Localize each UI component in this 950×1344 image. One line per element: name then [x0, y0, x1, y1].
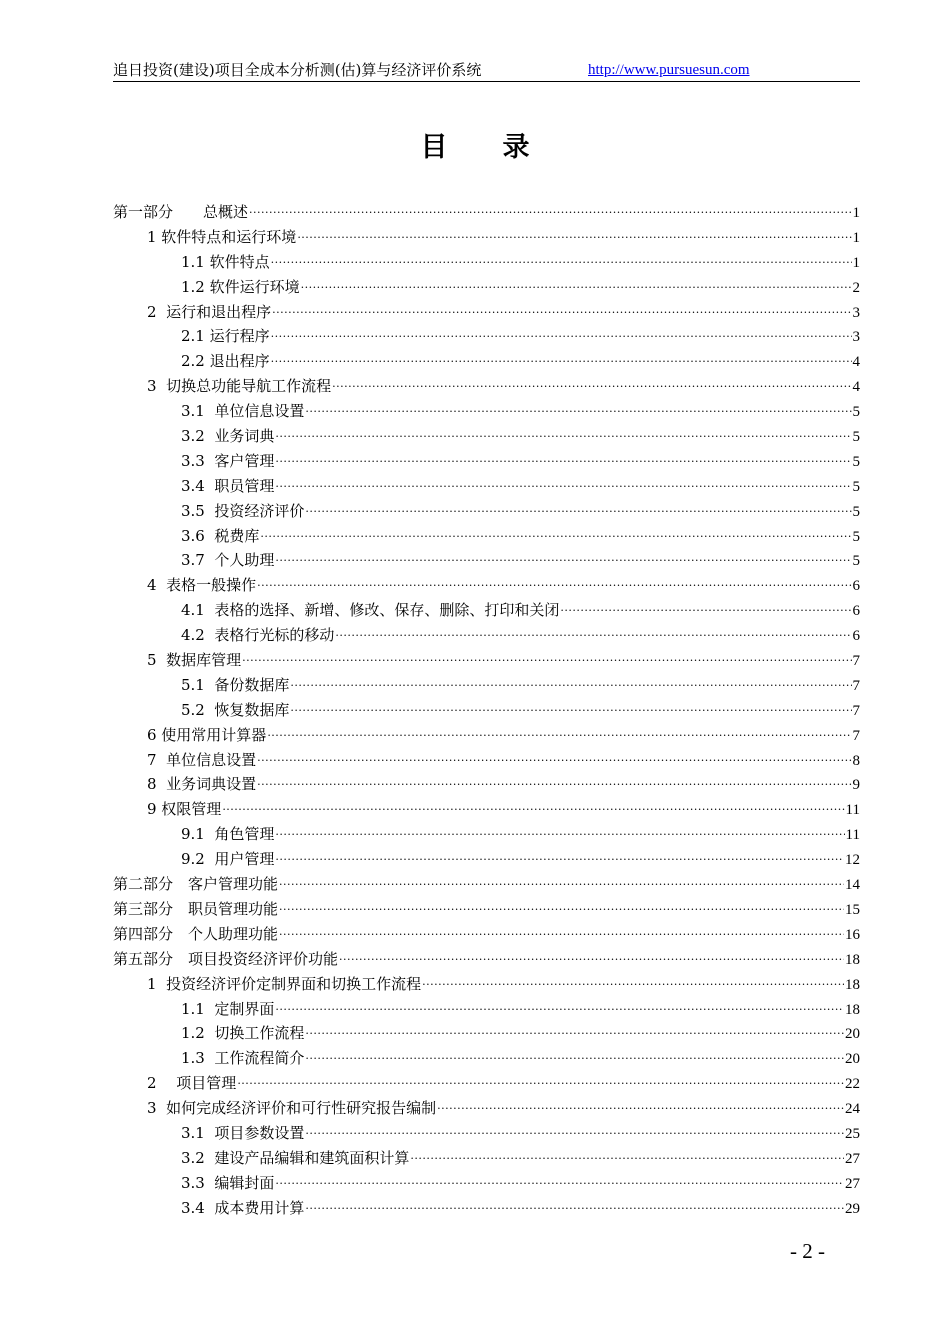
toc-entry-label: 3.1 项目参数设置: [181, 1123, 305, 1142]
toc-entry-label: 第四部分 个人助理功能: [113, 924, 279, 943]
toc-leader-dots: [271, 320, 852, 347]
toc-entry-label: 3.2 业务词典: [181, 427, 275, 446]
toc-entry-page: 6: [852, 578, 860, 595]
toc-entry-page: 27: [845, 1175, 860, 1192]
toc-entry-label: 4.1 表格的选择、新增、修改、保存、删除、打印和关闭: [181, 601, 560, 620]
toc-leader-dots: [275, 993, 844, 1020]
toc-entry-label: 3.6 税费库: [181, 526, 260, 545]
toc-entry-page: 1: [852, 229, 860, 246]
toc-leader-dots: [560, 594, 851, 621]
toc-entry-label: 2 运行和退出程序: [147, 302, 272, 321]
toc-entry-page: 18: [845, 1001, 860, 1018]
toc-leader-dots: [237, 1067, 844, 1094]
toc-entry-page: 5: [852, 553, 860, 570]
toc-entry-page: 6: [852, 628, 860, 645]
toc-entry[interactable]: [113, 1196, 860, 1221]
toc-leader-dots: [279, 868, 844, 895]
toc-leader-dots: [301, 271, 852, 298]
toc-entry-label: 5 数据库管理: [147, 651, 242, 670]
toc-entry-label: 1.1 定制界面: [181, 999, 275, 1018]
toc-entry-label: 第二部分 客户管理功能: [113, 875, 279, 894]
toc-entry-page: 27: [845, 1150, 860, 1167]
toc-entry-page: 20: [845, 1051, 860, 1068]
toc-leader-dots: [305, 395, 851, 422]
toc-entry-label: 3.5 投资经济评价: [181, 501, 305, 520]
toc-leader-dots: [305, 1042, 844, 1069]
toc-leader-dots: [272, 296, 851, 323]
toc-entry-page: 12: [845, 852, 860, 869]
toc-entry-label: 9.1 角色管理: [181, 825, 275, 844]
toc-entry-label: 1 投资经济评价定制界面和切换工作流程: [147, 974, 422, 993]
toc-entry-page: 7: [852, 727, 860, 744]
toc-entry-page: 18: [845, 976, 860, 993]
toc-leader-dots: [279, 893, 844, 920]
toc-entry-label: 3.3 客户管理: [181, 451, 275, 470]
toc-leader-dots: [275, 445, 851, 472]
toc-entry-page: 1: [852, 254, 860, 271]
toc-leader-dots: [410, 1142, 844, 1169]
toc-entry-label: 1.2 切换工作流程: [181, 1024, 305, 1043]
toc-leader-dots: [305, 1117, 844, 1144]
toc-entry-label: 3.4 成本费用计算: [181, 1198, 305, 1217]
toc-entry-page: 3: [852, 329, 860, 346]
toc-entry-page: 22: [845, 1076, 860, 1093]
toc-leader-dots: [222, 793, 844, 820]
toc-entry-label: 1.2 软件运行环境: [181, 277, 300, 296]
toc-entry-label: 5.2 恢复数据库: [181, 700, 290, 719]
page-header: [113, 60, 860, 82]
toc-leader-dots: [305, 1192, 844, 1219]
toc-entry-page: 25: [845, 1125, 860, 1142]
toc-leader-dots: [437, 1092, 844, 1119]
toc-entry-page: 11: [845, 827, 860, 844]
toc-leader-dots: [305, 1017, 844, 1044]
toc-entry-page: 14: [845, 877, 860, 894]
toc-entry-page: 5: [852, 453, 860, 470]
toc-entry-page: 18: [845, 951, 860, 968]
toc-entry-label: 3.3 编辑封面: [181, 1173, 275, 1192]
toc-entry-page: 29: [845, 1200, 860, 1217]
toc-entry-label: 第一部分 总概述: [113, 203, 249, 221]
toc-entry-label: 3.7 个人助理: [181, 551, 275, 570]
toc-leader-dots: [275, 1167, 844, 1194]
toc-entry-page: 9: [852, 777, 860, 794]
toc-entry-page: 7: [852, 677, 860, 694]
toc-entry-page: 6: [852, 603, 860, 620]
toc-entry-page: 5: [852, 503, 860, 520]
toc-leader-dots: [257, 744, 851, 771]
toc-entry-page: 20: [845, 1026, 860, 1043]
toc-entry-page: 5: [852, 429, 860, 446]
table-of-contents: [113, 200, 860, 1221]
toc-leader-dots: [271, 345, 852, 372]
toc-entry-label: 第三部分 职员管理功能: [113, 899, 279, 918]
toc-entry-label: 4.2 表格行光标的移动: [181, 626, 335, 645]
toc-leader-dots: [267, 719, 851, 746]
toc-entry-page: 4: [852, 354, 860, 371]
toc-entry-label: 3 如何完成经济评价和可行性研究报告编制: [147, 1099, 437, 1118]
toc-leader-dots: [275, 544, 851, 571]
toc-leader-dots: [257, 768, 851, 795]
toc-entry-label: 2.1 运行程序: [181, 327, 270, 346]
toc-entry-page: 3: [852, 304, 860, 321]
toc-entry-page: 7: [852, 702, 860, 719]
toc-entry-label: 1.1 软件特点: [181, 252, 270, 271]
toc-leader-dots: [271, 246, 852, 273]
toc-leader-dots: [290, 694, 851, 721]
toc-leader-dots: [249, 196, 851, 223]
toc-leader-dots: [290, 669, 851, 696]
toc-entry-label: 3.4 职员管理: [181, 476, 275, 495]
toc-entry-label: 3 切换总功能导航工作流程: [147, 377, 332, 396]
toc-entry-label: 9.2 用户管理: [181, 850, 275, 869]
toc-leader-dots: [260, 520, 851, 547]
toc-leader-dots: [422, 968, 844, 995]
toc-leader-dots: [275, 818, 844, 845]
page-title: 目录: [420, 132, 585, 163]
toc-leader-dots: [242, 644, 851, 671]
toc-entry-page: 7: [852, 653, 860, 670]
toc-leader-dots: [297, 221, 851, 248]
toc-entry-label: 2 项目管理: [147, 1074, 237, 1093]
toc-entry-label: 5.1 备份数据库: [181, 675, 290, 694]
toc-leader-dots: [332, 370, 851, 397]
toc-entry-label: 2.2 退出程序: [181, 352, 270, 371]
toc-entry-page: 8: [852, 752, 860, 769]
toc-entry-page: 5: [852, 528, 860, 545]
toc-entry-label: 8 业务词典设置: [147, 775, 257, 794]
toc-leader-dots: [257, 569, 851, 596]
toc-leader-dots: [275, 420, 851, 447]
toc-leader-dots: [275, 843, 844, 870]
toc-entry-page: 15: [845, 901, 860, 918]
toc-entry-page: 2: [852, 279, 860, 296]
toc-entry-page: 11: [845, 802, 860, 819]
toc-entry-label: 第五部分 项目投资经济评价功能: [113, 949, 339, 968]
toc-entry-label: 3.1 单位信息设置: [181, 402, 305, 421]
toc-entry-label: 7 单位信息设置: [147, 750, 257, 769]
toc-entry-label: 1.3 工作流程简介: [181, 1049, 305, 1068]
toc-entry-label: 9 权限管理: [147, 800, 222, 819]
toc-leader-dots: [335, 619, 851, 646]
page-number: - 2 -: [790, 1239, 825, 1263]
header-title: 追日投资(建设)项目全成本分析测(估)算与经济评价系统: [113, 61, 482, 79]
toc-entry-label: 4 表格一般操作: [147, 576, 257, 595]
toc-leader-dots: [275, 470, 851, 497]
toc-entry-label: 6 使用常用计算器: [147, 725, 267, 744]
toc-leader-dots: [279, 918, 844, 945]
toc-leader-dots: [305, 495, 851, 522]
toc-entry-label: 3.2 建设产品编辑和建筑面积计算: [181, 1148, 410, 1167]
header-website-link[interactable]: http://www.pursuesun.com: [588, 62, 750, 78]
toc-entry-page: 16: [845, 926, 860, 943]
toc-leader-dots: [339, 943, 844, 970]
toc-entry-page: 24: [845, 1101, 860, 1118]
toc-entry-page: 5: [852, 404, 860, 421]
toc-entry-page: 1: [852, 205, 860, 221]
toc-entry-label: 1 软件特点和运行环境: [147, 227, 297, 246]
toc-entry-page: 5: [852, 478, 860, 495]
toc-entry-page: 4: [852, 379, 860, 396]
